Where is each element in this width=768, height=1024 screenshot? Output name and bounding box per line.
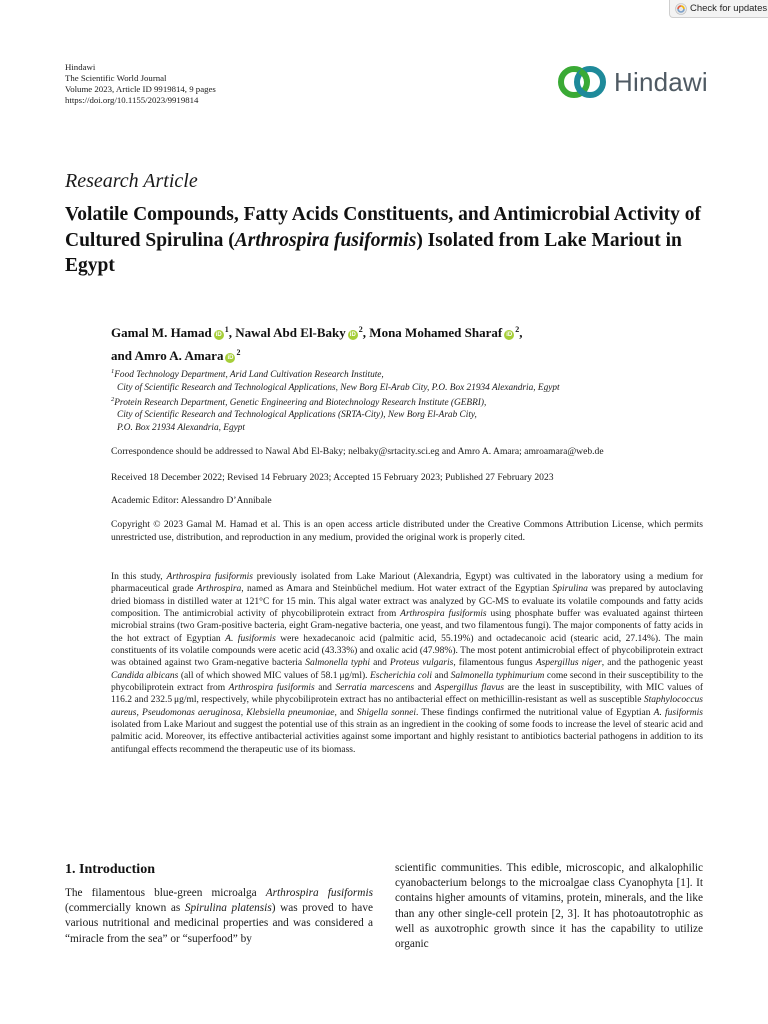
abstract-italic-segment: Arthrospira fusiformis [400,609,487,620]
abstract-text-segment: were hexadecanoic acid (palmitic acid, 55.19%) and octadecanoic acid (stearic acid, 27.14%). The main constituents of its volatile compounds were acetic acid (43.33%) and oxalic acid (47.98%). The most potent antimicrobial effect of phycobiliprotein extract was obtained against two Gram-negative bacteria [111,633,704,669]
abstract-text-segment: and [432,670,451,681]
orcid-icon[interactable]: iD [227,355,234,361]
abstract-italic-segment: Salmonella typhimurium [450,670,545,681]
author-affiliation-mark: 2 [515,325,520,334]
doi-link[interactable]: https://doi.org/10.1155/2023/9919814 [65,95,199,105]
abstract-italic-segment: Staphylococcus aureus, Pseudomonas aeruginosa, Klebsiella pneumoniae [111,695,703,718]
article-title [65,202,725,279]
abstract-italic-segment: Arthrospira [196,584,242,595]
check-for-updates-label: Check for updates [690,3,768,14]
affiliation-text: Food Technology Department, Arid Land Cultivation Research Institute, [114,370,384,381]
intro-left-text-segment: The filamentous blue-green microalga [65,887,266,899]
abstract-italic-segment: Arthrospira fusiformis [228,683,315,694]
journal-name: The Scientific World Journal [65,73,167,83]
affiliations [111,366,711,434]
abstract-text-segment: using phosphate buffer was evaluated against thirteen microbial strains (two Gram-positive bacteria, eight Gram-negative bacteria, one yeast, and two filamentous fungi). The major components of fatty acids in the hot extract of Egyptian [111,609,703,644]
volume-line: Volume 2023, Article ID 9919814, 9 pages [65,84,216,94]
affiliation-number: 2 [111,395,115,403]
orcid-icon[interactable]: iD [215,332,222,338]
author-separator: , [228,325,236,340]
intro-left-italic-segment: Arthrospira fusiformis [265,887,373,899]
abstract-italic-segment: Spirulina [552,584,588,595]
abstract-italic-segment: Aspergillus flavus [434,683,504,694]
abstract-text-segment: was prepared by autoclaving dried biomass in distilled water at 121°C for 15 min. This algal water extract was analyzed by GC-MS to evaluate its volatile compounds and fatty acids composition. The antimicrobial activity of phycobiliprotein extract from [111,584,703,620]
introduction-left-column [65,886,373,947]
introduction-right-column [395,861,703,952]
abstract-text-segment: are the least in susceptibility, with MIC values of 116.2 and 232.5 μg/ml, respectively, while phycobiliprotein extract has no antibacterial effect on methicillin-resistant as well as susceptible [111,683,704,706]
title-part-2: ) Isolated from Lake Mariout in Egypt [65,229,682,276]
abstract-italic-segment: Serratia marcescens [335,683,415,694]
author-separator: , [519,325,523,340]
abstract-text-segment: previously isolated from Lake Mariout (Alexandria, Egypt) was cultivated in the laboratory using a medium for pharmaceutical grade [111,572,704,595]
abstract [111,571,703,756]
correspondence: Correspondence should be addressed to Nawal Abd El-Baky; nelbaky@srtacity.sci.eg and Amro A. Amara; amroamara@web.de [111,446,604,457]
abstract-italic-segment: Arthrospira fusiformis [166,572,253,582]
affiliation-line [111,366,711,382]
affiliation-text: City of Scientific Research and Technological Applications, New Borg El-Arab City, P.O. Box 21934 Alexandria, Egypt [117,382,560,393]
affiliation-line [111,382,711,394]
affiliation-line [111,409,711,421]
abstract-text-segment: and [370,658,390,669]
abstract-text-segment: , and the pathogenic yeast [601,658,703,669]
journal-meta [65,62,216,106]
abstract-italic-segment: Escherichia coli [369,670,433,681]
author-list [111,320,711,366]
author-name: Gamal M. Hamad [111,325,212,340]
abstract-text-segment: (all of which showed MIC values of 58.1 μg/ml). [178,670,370,681]
intro-left-text-segment: (commercially known as [65,902,185,915]
copyright-notice: Copyright © 2023 Gamal M. Hamad et al. This is an open access article distributed under the Creative Commons Attribution License, which permits unrestricted use, distribution, and reproduction in any medium, provided the original work is properly cited. [111,519,703,543]
title-species: Arthrospira fusiformis [234,229,417,251]
abstract-italic-segment: Candida albicans [111,670,179,681]
abstract-italic-segment: Aspergillus niger [535,658,602,669]
affiliation-text: City of Scientific Research and Technological Applications (SRTA-City), New Borg El-Arab City, [117,410,477,421]
author-name: Amro A. Amara [134,348,224,363]
affiliation-text: Protein Research Department, Genetic Engineering and Biotechnology Research Institute (GEBRI), [114,398,487,408]
affiliation-line [111,422,711,434]
abstract-text-segment: , filamentous fungus [453,658,536,669]
abstract-italic-segment: A. fusiformis [225,633,276,644]
publisher-name: Hindawi [65,62,96,72]
title-part-1: Volatile Compounds, Fatty Acids Constituents, and Antimicrobial Activity of Cultured Spirulina ( [65,204,701,251]
affiliation-text: P.O. Box 21934 Alexandria, Egypt [117,422,245,433]
author-affiliation-mark: 2 [236,348,241,357]
abstract-text-segment: come second in their susceptibility to the phycobiliprotein extract from [111,670,703,694]
intro-right-text-segment: scientific communities. This edible, microscopic, and alkalophilic cyanobacterium belongs to the microalgae class Cyanophyta [1]. It contains higher amounts of vitamins, protein, minerals, and the like than any other single-cell protein [2, 3]. It has photoautotrophic as well as auxotrophic growth since it has the capability to utilize organic [395,862,703,951]
affiliation-number: 1 [111,368,115,375]
intro-left-text-segment: ) was proved to have various nutritional and medicinal properties and was considered a “miracle from the sea” or “superfood” by [65,902,373,945]
author-prefix: and [111,348,135,363]
check-for-updates-icon [675,3,687,15]
abstract-text-segment: , named as Amara and Steinbüchel medium. Hot water extract of the Egyptian [241,584,553,595]
abstract-italic-segment: Shigella sonnei [356,707,417,718]
affiliation-line [111,394,711,410]
author-separator: , [362,325,370,340]
intro-left-italic-segment: Spirulina platensis [184,902,272,915]
article-type: Research Article [65,170,198,192]
abstract-text-segment: , and [334,707,357,718]
abstract-text-segment: and [314,683,336,694]
article-dates: Received 18 December 2022; Revised 14 February 2023; Accepted 15 February 2023; Published 27 February 2023 [111,472,554,483]
author-affiliation-mark: 1 [224,325,229,334]
hindawi-logo-text: Hindawi [614,66,708,97]
hindawi-logo [556,62,716,102]
section-heading-introduction: 1. Introduction [65,862,155,877]
author-affiliation-mark: 2 [358,325,363,334]
hindawi-logo-icon [556,62,610,102]
abstract-italic-segment: Salmonella typhi [305,658,371,669]
abstract-text-segment: and [414,683,435,694]
orcid-icon[interactable]: iD [349,332,356,338]
abstract-text-segment: . These findings confirmed the nutritional value of Egyptian [416,707,654,718]
author-name: Mona Mohamed Sharaf [369,325,503,340]
abstract-text-segment: isolated from Lake Mariout and suggest the potential use of this strain as an ingredient in the cooking of some foods to increase the level of stearic acid and palmitic acid. Moreover, its effective antibacterial activities against some important and highly resistant to antibiotics bacterial pathogens in addition to its antifungal effects recommend the therapeutic use of its biomass. [111,720,703,755]
author-name: Nawal Abd El-Baky [235,325,346,340]
academic-editor: Academic Editor: Alessandro D’Annibale [111,495,272,506]
abstract-text-segment: In this study, [111,572,167,582]
abstract-italic-segment: Proteus vulgaris [389,658,454,669]
orcid-icon[interactable]: iD [506,332,513,338]
check-for-updates-button[interactable] [669,0,768,18]
abstract-italic-segment: A. fusiformis [653,707,704,718]
